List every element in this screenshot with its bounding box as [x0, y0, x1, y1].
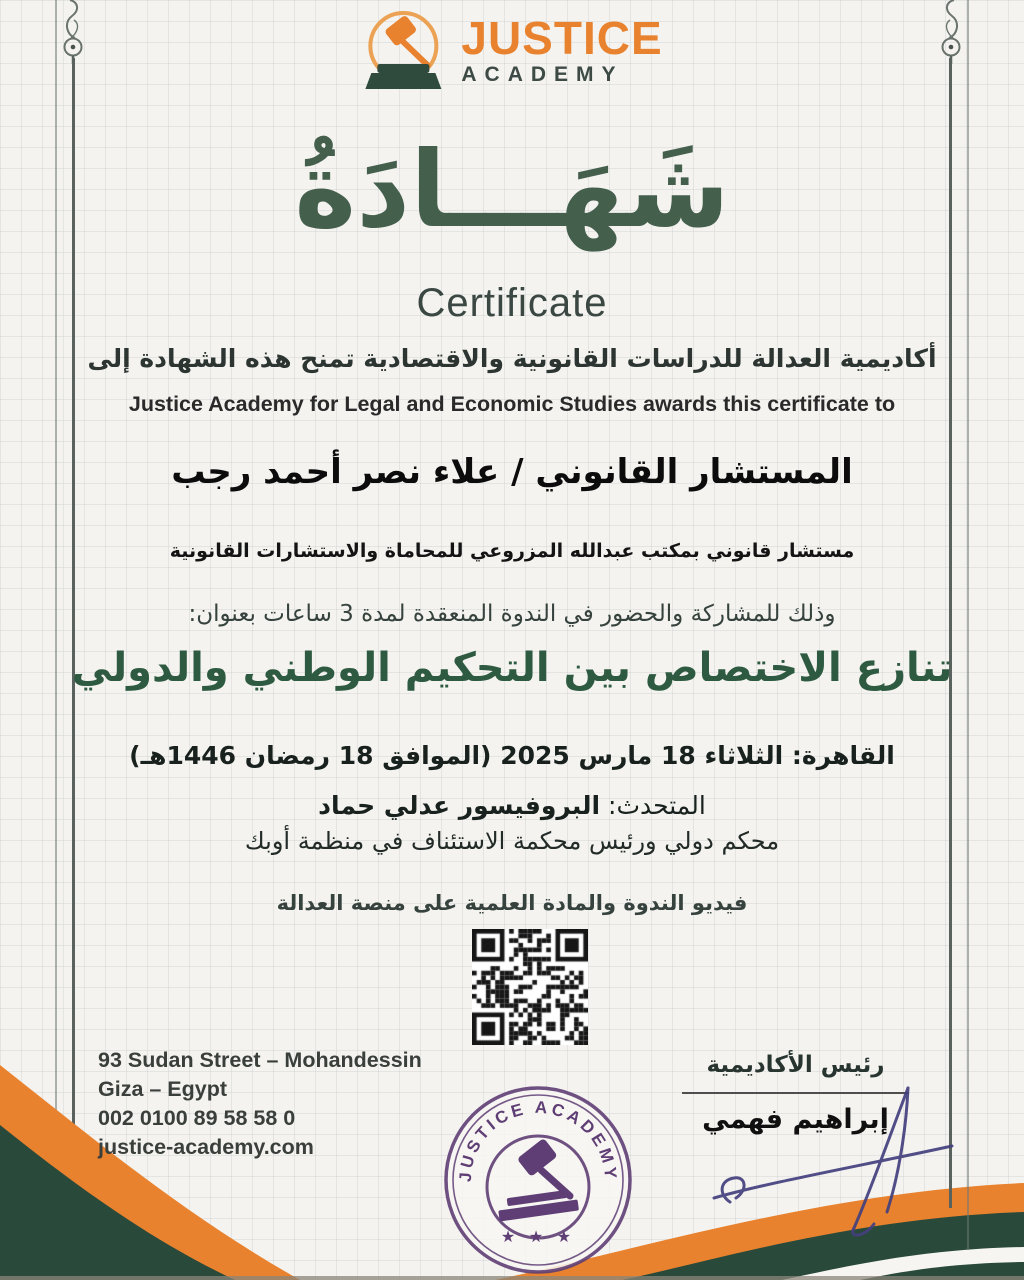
- logo-text-justice: JUSTICE: [461, 12, 663, 64]
- intro-line-arabic: أكاديمية العدالة للدراسات القانونية والاقتصادية تمنح هذه الشهادة إلى: [87, 344, 937, 373]
- seminar-title: تنازع الاختصاص بين التحكيم الوطني والدولي: [71, 645, 953, 691]
- justice-academy-seal: [442, 1084, 634, 1280]
- participation-line: وذلك للمشاركة والحضور في الندوة المنعقدة لمدة 3 ساعات بعنوان:: [188, 601, 836, 627]
- intro-line-english: Justice Academy for Legal and Economic Studies awards this certificate to: [128, 392, 896, 416]
- handwritten-signature: [700, 1082, 960, 1237]
- footer-phone: 002 0100 89 58 58 0: [98, 1106, 296, 1130]
- qr-caption: فيديو الندوة والمادة العلمية على منصة العدالة: [276, 891, 748, 915]
- recipient-name: المستشار القانوني / علاء نصر أحمد رجب: [171, 452, 853, 492]
- gavel-logo-icon: [361, 6, 445, 94]
- recipient-job-title: مستشار قانوني بمكتب عبدالله المزروعي للمحاماة والاستشارات القانونية: [169, 540, 855, 562]
- speaker-line: [0, 791, 1024, 820]
- president-name: إبراهيم فهمي: [702, 1104, 889, 1135]
- president-label: رئيس الأكاديمية: [706, 1052, 885, 1078]
- address-line-2: Giza – Egypt: [98, 1077, 228, 1101]
- certificate-title-arabic: شَهَـــادَةُ: [294, 129, 730, 251]
- speaker-name: البروفيسور عدلي حماد: [318, 791, 601, 820]
- seal-stars-icon: ★ ★ ★: [500, 1227, 576, 1246]
- speaker-title: محكم دولي ورئيس محكمة الاستئناف في منظمة أوبك: [244, 827, 780, 855]
- seal-arc-text: JUSTICE ACADEMY: [455, 1097, 621, 1183]
- logo-text-academy: ACADEMY: [461, 63, 624, 86]
- logo-text: [461, 12, 663, 86]
- footer-website: justice-academy.com: [98, 1135, 314, 1159]
- certificate-title-english: Certificate: [416, 281, 608, 325]
- footer-address: [98, 1046, 422, 1162]
- qr-code: [472, 929, 588, 1045]
- right-border-flourish-icon: [938, 0, 962, 64]
- event-date-line: القاهرة: الثلاثاء 18 مارس 2025 (الموافق 18 رمضان 1446هـ): [129, 741, 895, 770]
- left-border-flourish-icon: [62, 0, 86, 64]
- justice-academy-logo: [361, 6, 662, 94]
- address-line-1: 93 Sudan Street – Mohandessin: [98, 1048, 422, 1072]
- speaker-label: المتحدث:: [608, 791, 706, 820]
